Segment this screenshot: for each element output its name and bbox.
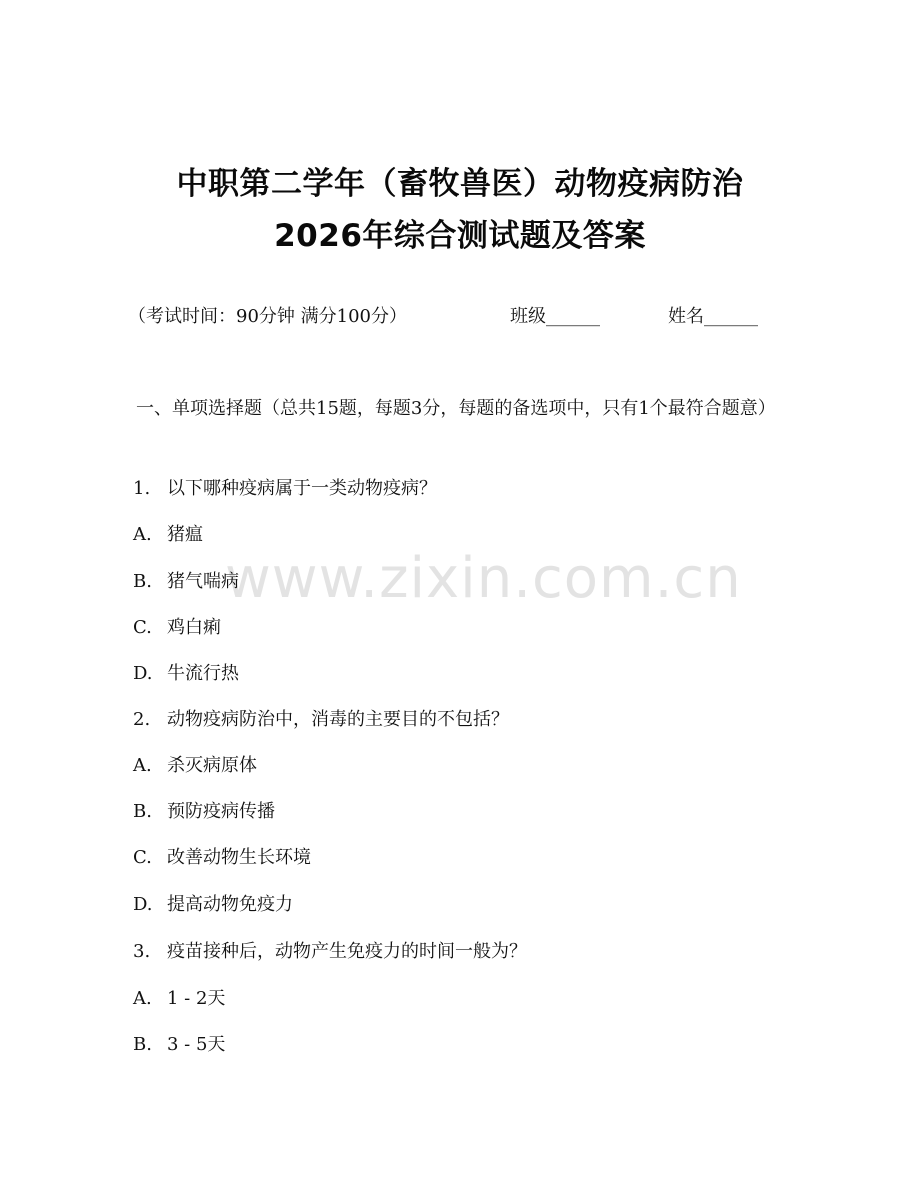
- exam-info: （考试时间：90分钟 满分100分）: [128, 306, 407, 327]
- option-label: A.: [133, 755, 152, 776]
- option-2d: [133, 890, 293, 916]
- option-text: 猪瘟: [167, 524, 203, 545]
- option-text: 改善动物生长环境: [167, 847, 311, 868]
- question-text: 动物疫病防治中，消毒的主要目的不包括？: [167, 709, 509, 730]
- option-label: B.: [133, 801, 152, 822]
- option-label: A.: [133, 988, 152, 1009]
- option-label: A.: [133, 524, 152, 545]
- watermark: www.zixin.com.cn: [225, 546, 742, 611]
- document-title-line-1: 中职第二学年（畜牧兽医）动物疫病防治: [176, 166, 744, 202]
- option-1d: [133, 659, 239, 685]
- option-text: 猪气喘病: [167, 571, 239, 592]
- option-label: D.: [133, 894, 153, 915]
- class-field: 班级______: [510, 306, 600, 327]
- option-2c: [133, 843, 311, 869]
- question-text: 以下哪种疫病属于一类动物疫病？: [167, 478, 437, 499]
- option-3a: [133, 984, 225, 1010]
- question-number: 2.: [133, 709, 151, 730]
- section-heading: 一、单项选择题（总共15题，每题3分，每题的备选项中，只有1个最符合题意）: [136, 398, 776, 419]
- question-2: [133, 705, 509, 731]
- name-field: 姓名______: [668, 306, 758, 327]
- option-2b: [133, 797, 275, 823]
- option-2a: [133, 751, 257, 777]
- option-text: 预防疫病传播: [167, 801, 275, 822]
- option-text: 鸡白痢: [167, 617, 221, 638]
- question-3: [133, 937, 527, 963]
- document-title-line-2: 2026年综合测试题及答案: [274, 218, 646, 254]
- option-label: C.: [133, 847, 152, 868]
- question-number: 3.: [133, 941, 151, 962]
- question-number: 1.: [133, 478, 151, 499]
- option-1c: [133, 613, 221, 639]
- option-text: 1 - 2天: [167, 988, 226, 1009]
- question-text: 疫苗接种后，动物产生免疫力的时间一般为？: [167, 941, 527, 962]
- option-label: D.: [133, 663, 153, 684]
- option-text: 3 - 5天: [167, 1034, 226, 1055]
- option-3b: [133, 1030, 225, 1056]
- option-text: 提高动物免疫力: [167, 894, 293, 915]
- option-text: 牛流行热: [167, 663, 239, 684]
- option-label: B.: [133, 571, 152, 592]
- option-1b: [133, 567, 239, 593]
- option-label: B.: [133, 1034, 152, 1055]
- option-label: C.: [133, 617, 152, 638]
- question-1: [133, 474, 437, 500]
- option-text: 杀灭病原体: [167, 755, 257, 776]
- option-1a: [133, 520, 203, 546]
